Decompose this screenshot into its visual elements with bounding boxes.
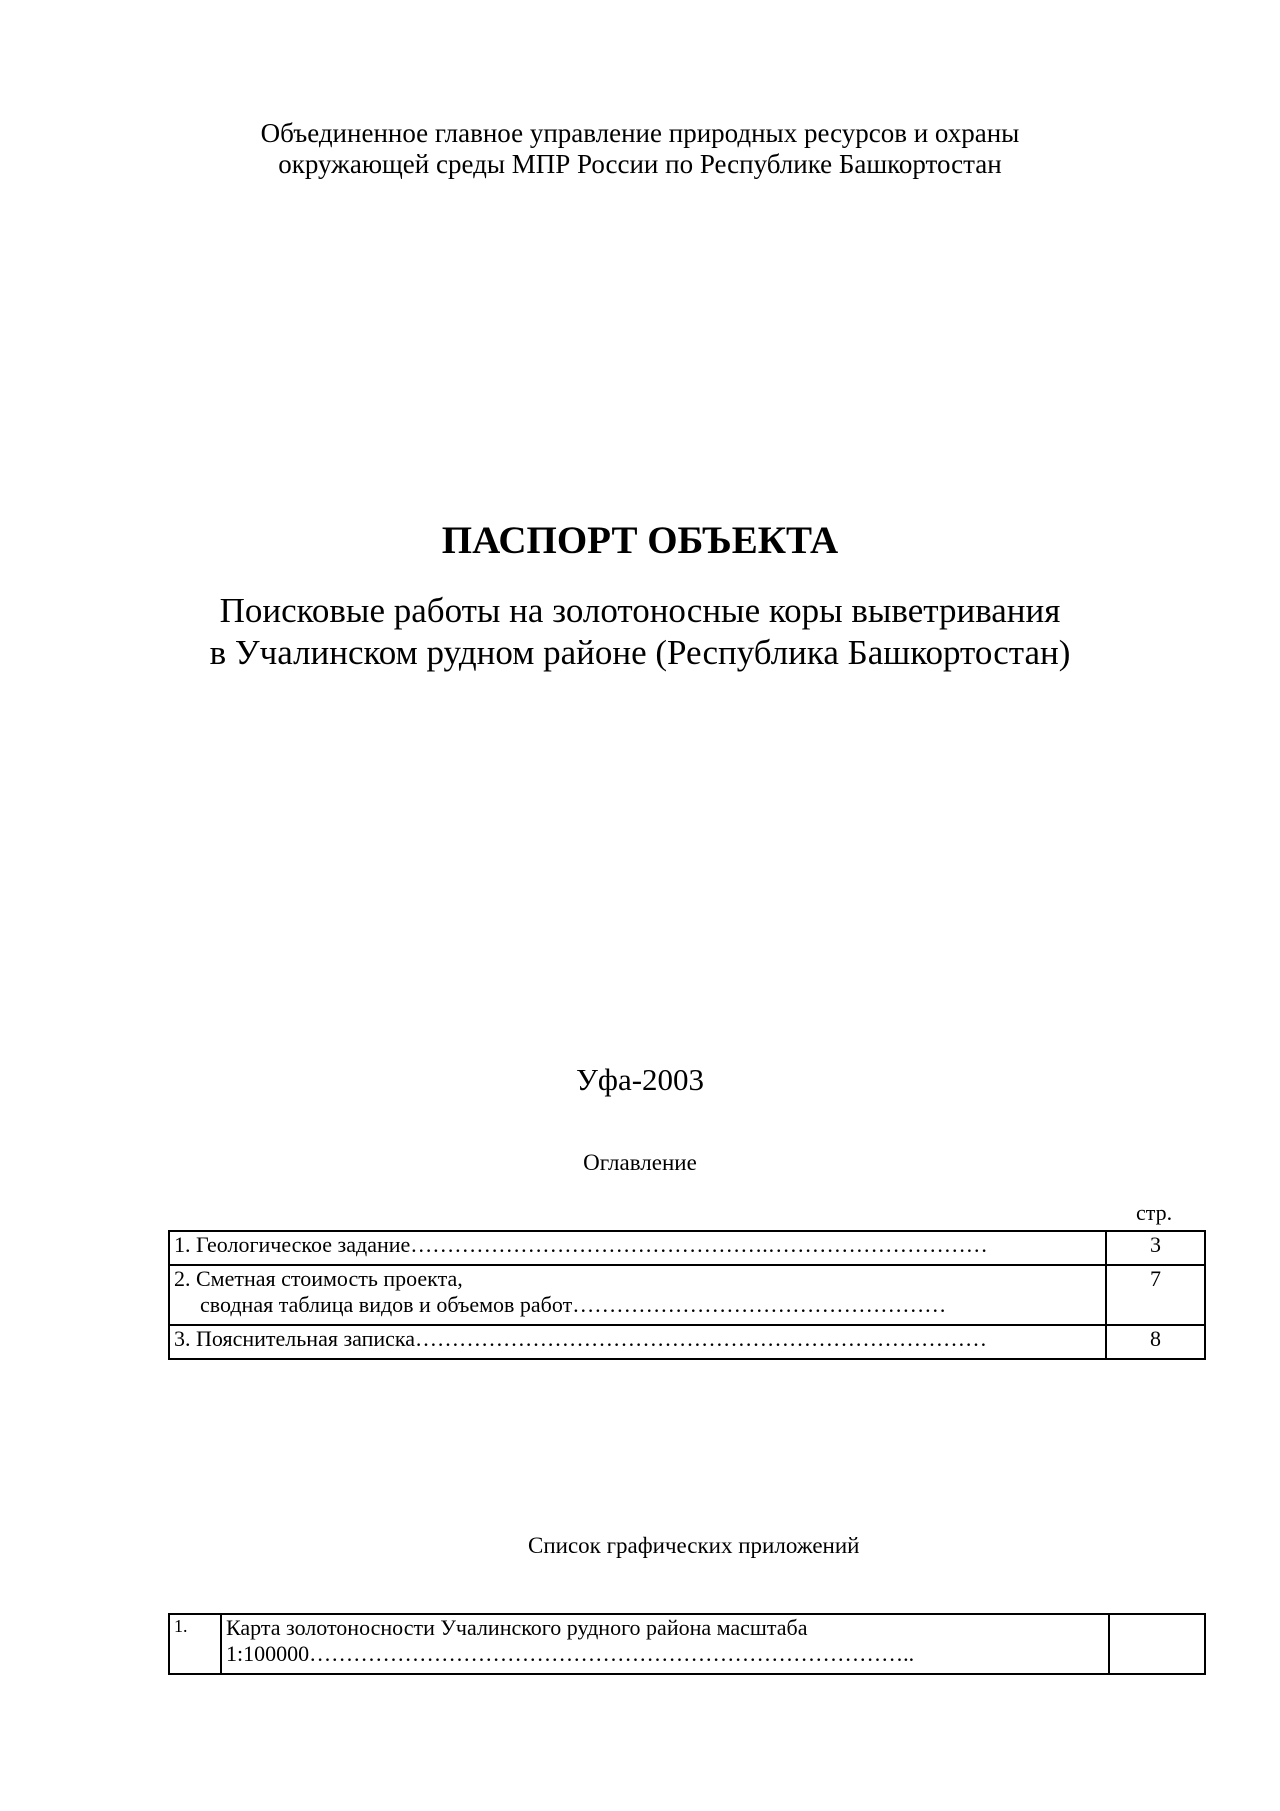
graphics-item-title-line-2: 1:100000……………………………………………………………………….. bbox=[226, 1641, 915, 1666]
document-title: ПАСПОРТ ОБЪЕКТА bbox=[441, 519, 839, 562]
graphics-table bbox=[168, 1613, 1206, 1675]
graphics-item-title bbox=[221, 1614, 1109, 1674]
document-subtitle bbox=[0, 590, 1280, 674]
organization-header bbox=[0, 118, 1280, 180]
graphics-item-number: 1. bbox=[169, 1614, 221, 1674]
toc-page-column-label: стр. bbox=[1136, 1200, 1173, 1225]
toc-item-3-text: 3. Пояснительная записка…………………………………………………………………… bbox=[174, 1326, 988, 1351]
toc-heading: Оглавление bbox=[583, 1150, 697, 1175]
subtitle-line-1: Поисковые работы на золотоносные коры выветривания bbox=[219, 591, 1061, 630]
subtitle-line-2: в Учалинском рудном районе (Республика Башкортостан) bbox=[209, 633, 1071, 672]
toc-item-title bbox=[169, 1325, 1106, 1359]
org-header-line-1: Объединенное главное управление природных ресурсов и охраны bbox=[260, 118, 1020, 148]
toc-row bbox=[169, 1231, 1205, 1265]
graphics-list-heading-text: Список графических приложений bbox=[528, 1533, 860, 1558]
toc-item-page: 8 bbox=[1106, 1325, 1205, 1359]
graphics-row bbox=[169, 1614, 1205, 1674]
toc-item-page: 7 bbox=[1106, 1265, 1205, 1325]
toc-item-2-text-line-1: 2. Сметная стоимость проекта, bbox=[174, 1266, 463, 1291]
toc-item-page: 3 bbox=[1106, 1231, 1205, 1265]
org-header-line-2: окружающей среды МПР России по Республике Башкортостан bbox=[278, 149, 1002, 179]
city-year: Уфа-2003 bbox=[575, 1062, 705, 1097]
toc-item-title bbox=[169, 1265, 1106, 1325]
toc-item-1-text: 1. Геологическое задание………………………………………….………………………… bbox=[174, 1232, 988, 1257]
graphics-list-heading bbox=[0, 1532, 1280, 1560]
toc-table bbox=[168, 1230, 1206, 1360]
toc-row bbox=[169, 1325, 1205, 1359]
toc-item-2-text-line-2: сводная таблица видов и объемов работ…………………………………………… bbox=[200, 1292, 947, 1317]
graphics-item-title-line-1: Карта золотоносности Учалинского рудного района масштаба bbox=[226, 1615, 808, 1640]
toc-item-title bbox=[169, 1231, 1106, 1265]
toc-row bbox=[169, 1265, 1205, 1325]
graphics-item-page bbox=[1109, 1614, 1205, 1674]
